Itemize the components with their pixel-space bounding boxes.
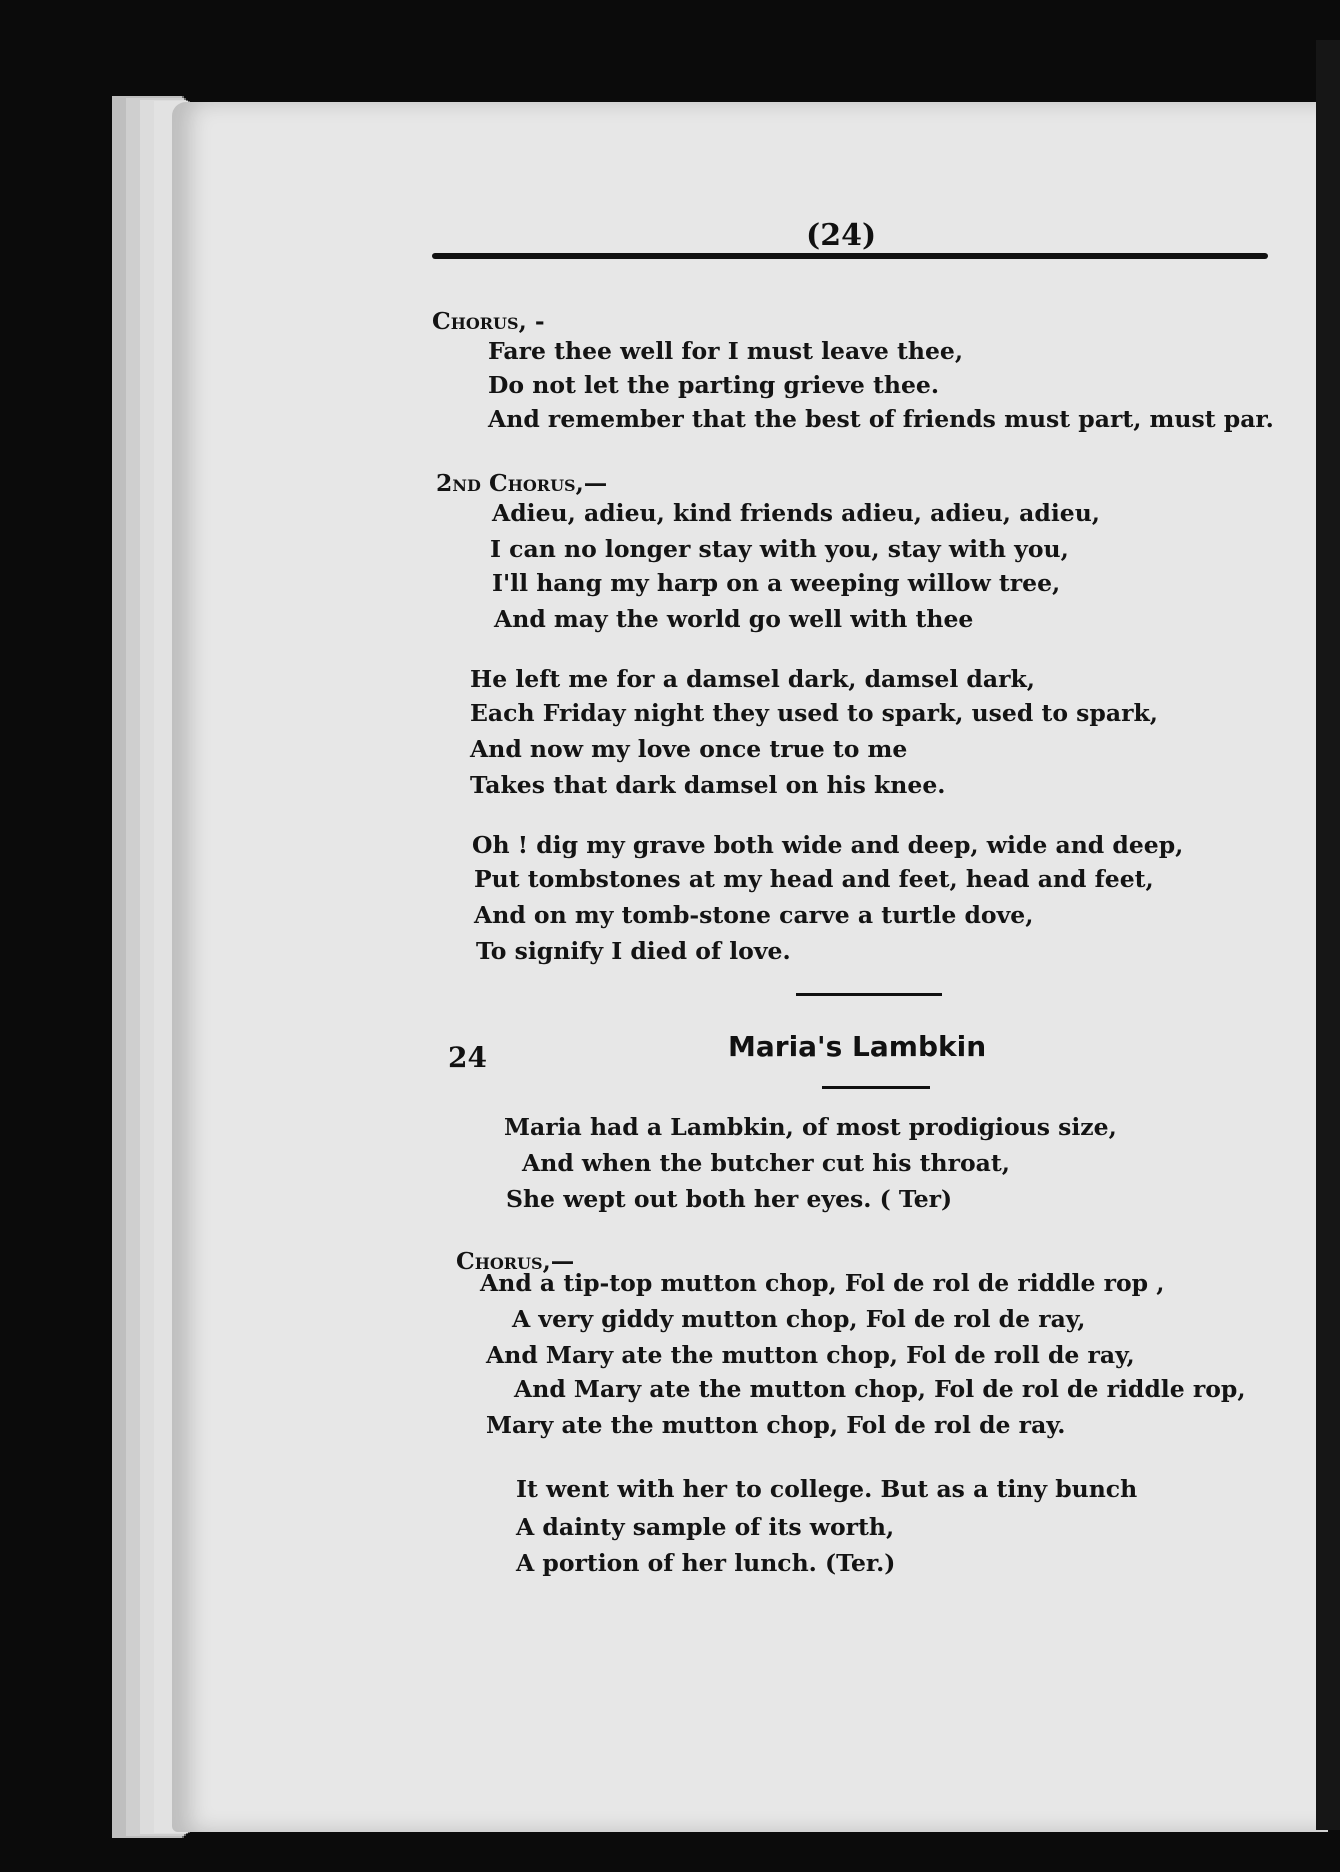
chorus-label: Chorus, - <box>432 307 545 335</box>
verse-line: Each Friday night they used to spark, used to spark, <box>470 699 1158 727</box>
page-number: (24) <box>806 218 877 253</box>
title-underline <box>822 1086 930 1089</box>
song-verse-line: Maria had a Lambkin, of most prodigious size, <box>504 1113 1117 1141</box>
chorus2-label: 2nd Chorus,— <box>436 469 608 497</box>
song-verse-line: It went with her to college. But as a tiny bunch <box>516 1475 1138 1503</box>
chorus2-line: I'll hang my harp on a weeping willow tree, <box>492 569 1061 597</box>
song-chorus-line: And Mary ate the mutton chop, Fol de rol de riddle rop, <box>514 1375 1246 1403</box>
header-rule <box>432 253 1268 259</box>
chorus2-line: I can no longer stay with you, stay with you, <box>490 535 1069 563</box>
chorus-line: Fare thee well for I must leave thee, <box>488 337 964 365</box>
chorus2-line: Adieu, adieu, kind friends adieu, adieu, adieu, <box>492 499 1100 527</box>
chorus-line: Do not let the parting grieve thee. <box>488 371 940 399</box>
verse-line: Put tombstones at my head and feet, head and feet, <box>474 865 1154 893</box>
song-number: 24 <box>448 1041 487 1074</box>
verse-line: And on my tomb-stone carve a turtle dove, <box>474 901 1034 929</box>
verse-line: And now my love once true to me <box>470 735 908 763</box>
next-page-edge <box>1316 40 1340 1830</box>
song-chorus-label: Chorus,— <box>456 1247 575 1275</box>
chorus2-line: And may the world go well with thee <box>494 605 974 633</box>
chorus-line: And remember that the best of friends must part, must par. <box>488 405 1274 433</box>
song-verse-line: And when the butcher cut his throat, <box>522 1149 1010 1177</box>
song-title: Maria's Lambkin <box>728 1030 987 1063</box>
song-chorus-line: And a tip-top mutton chop, Fol de rol de riddle rop , <box>480 1269 1165 1297</box>
verse-line: Oh ! dig my grave both wide and deep, wide and deep, <box>472 831 1184 859</box>
song-verse-line: She wept out both her eyes. ( Ter) <box>506 1185 953 1213</box>
song-chorus-line: A very giddy mutton chop, Fol de rol de ray, <box>512 1305 1086 1333</box>
verse-line: To signify I died of love. <box>476 937 791 965</box>
verse-line: He left me for a damsel dark, damsel dark, <box>470 665 1035 693</box>
song-chorus-line: And Mary ate the mutton chop, Fol de roll de ray, <box>486 1341 1135 1369</box>
song-verse-line: A portion of her lunch. (Ter.) <box>516 1549 896 1577</box>
divider-rule <box>796 993 942 996</box>
song-verse-line: A dainty sample of its worth, <box>516 1513 895 1541</box>
verse-line: Takes that dark damsel on his knee. <box>470 771 946 799</box>
song-chorus-line: Mary ate the mutton chop, Fol de rol de ray. <box>486 1411 1066 1439</box>
